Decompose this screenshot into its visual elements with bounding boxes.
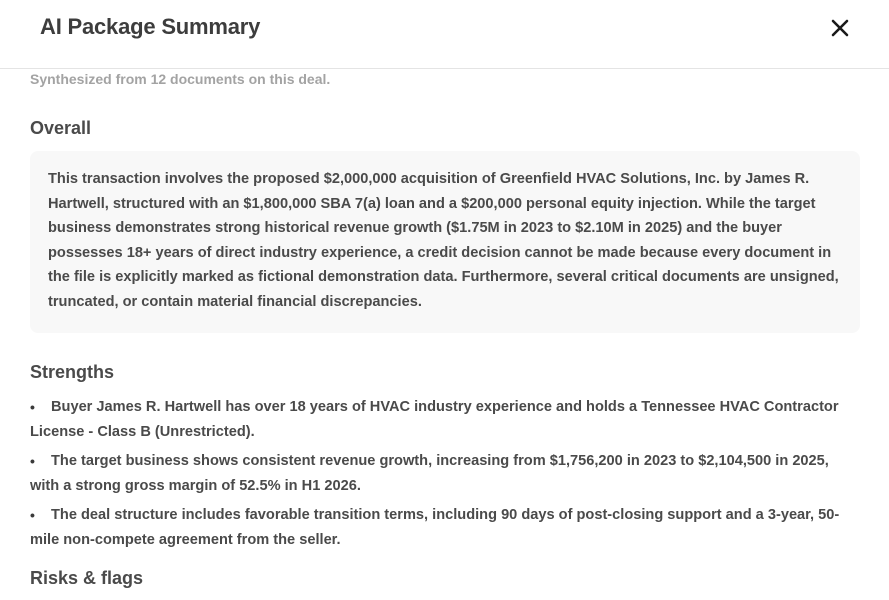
bullet: • [30, 507, 35, 523]
strength-text: Buyer James R. Hartwell has over 18 years of HVAC industry experience and holds a Tennessee HVAC Contractor License - Class B (Unrestricted). [30, 399, 839, 440]
risks-heading: Risks & flags [30, 568, 144, 588]
overall-heading: Overall [30, 118, 92, 138]
modal-title: AI Package Summary [40, 14, 261, 39]
strength-item [30, 449, 860, 498]
documents-subtitle: Synthesized from 12 documents on this deal. [30, 71, 331, 87]
bullet: • [30, 399, 35, 415]
bullet: • [30, 453, 35, 469]
close-button[interactable] [826, 14, 854, 42]
close-icon [831, 19, 849, 37]
modal-header [0, 0, 889, 69]
strengths-heading: Strengths [30, 362, 115, 382]
strength-item [30, 395, 860, 444]
modal-content [30, 69, 860, 589]
strength-item [30, 503, 860, 552]
overall-summary-box [30, 151, 860, 333]
overall-summary-text: This transaction involves the proposed $2,000,000 acquisition of Greenfield HVAC Solutions, Inc. by James R. Hartwell, structured with an $1,800,000 SBA 7(a) loan and a $200,000 personal equity injection. While the target business demonstrates strong historical revenue growth ($1.75M in 2023 to $2.10M in 2025) and the buyer possesses 18+ years of direct industry experience, a credit decision cannot be made because every document in the file is explicitly marked as fictional demonstration data. Furthermore, several critical documents are unsigned, truncated, or contain material financial discrepancies. [48, 171, 839, 310]
strength-text: The deal structure includes favorable transition terms, including 90 days of post-closing support and a 3-year, 50-mile non-compete agreement from the seller. [30, 507, 840, 548]
strength-text: The target business shows consistent revenue growth, increasing from $1,756,200 in 2023 to $2,104,500 in 2025, with a strong gross margin of 52.5% in H1 2026. [30, 453, 829, 494]
strengths-list [30, 395, 860, 552]
